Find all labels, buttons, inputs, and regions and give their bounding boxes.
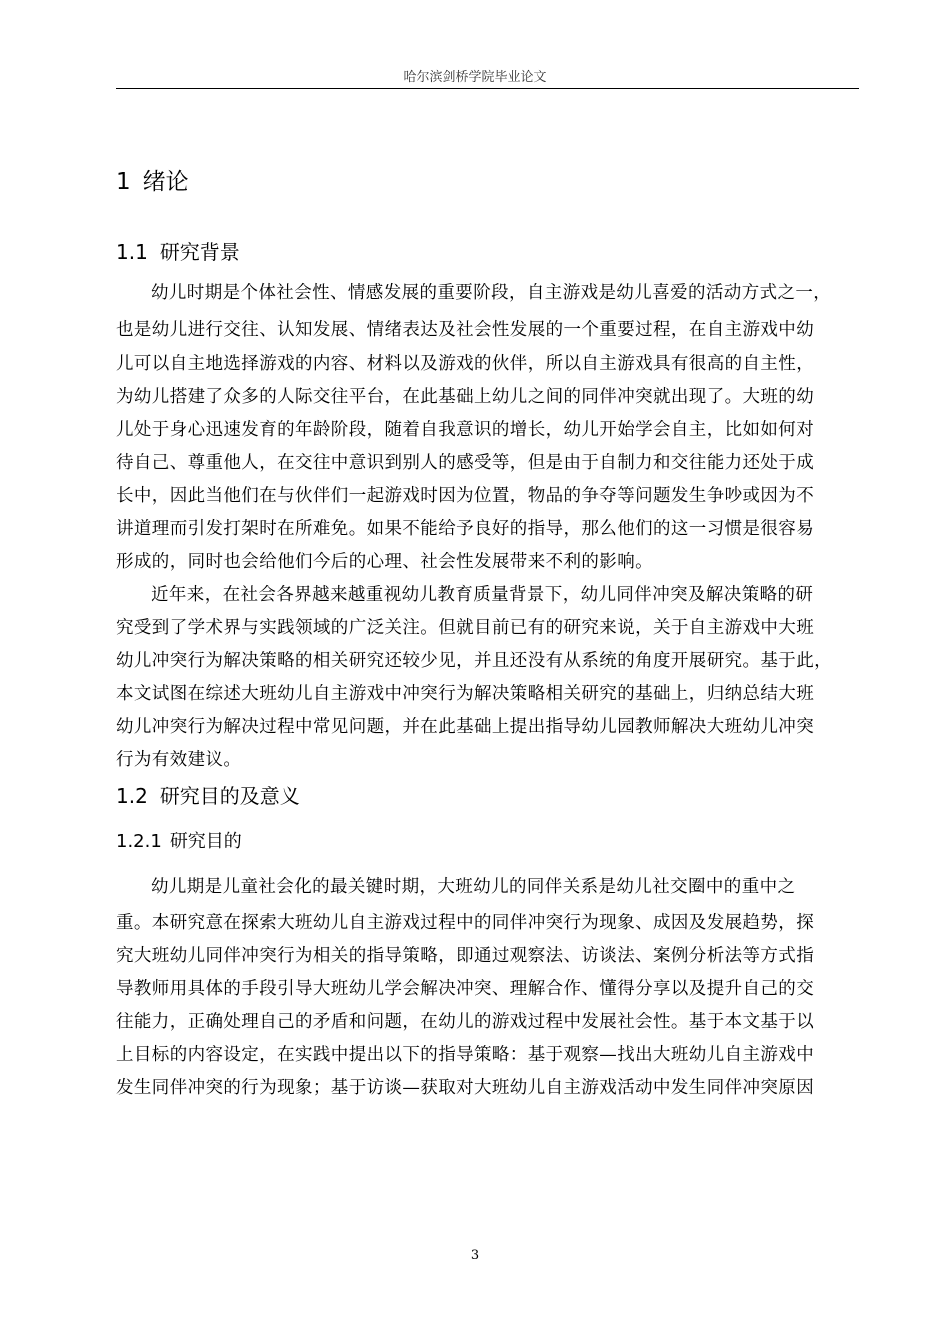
text-line: 导教师用具体的手段引导大班幼儿学会解决冲突、理解合作、懂得分享以及提升自己的交 [116, 979, 815, 999]
text-line: 本文试图在综述大班幼儿自主游戏中冲突行为解决策略相关研究的基础上，归纳总结大班 [116, 684, 815, 704]
header-divider [116, 88, 859, 89]
text-line: 形成的，同时也会给他们今后的心理、社会性发展带来不利的影响。 [116, 552, 653, 572]
text-line: 待自己、尊重他人，在交往中意识到别人的感受等，但是由于自制力和交往能力还处于成 [116, 453, 815, 473]
text-line: 上目标的内容设定，在实践中提出以下的指导策略：基于观察—找出大班幼儿自主游戏中 [116, 1045, 815, 1065]
section-title: 研究背景 [159, 240, 240, 264]
text-line: 幼儿冲突行为解决策略的相关研究还较少见，并且还没有从系统的角度开展研究。基于此， [116, 651, 832, 671]
section-heading-1-1 [116, 236, 240, 265]
section-number: 1.2 [116, 784, 148, 808]
text-line: 幼儿时期是个体社会性、情感发展的重要阶段，自主游戏是幼儿喜爱的活动方式之一， [151, 283, 832, 303]
text-line: 长中，因此当他们在与伙伴们一起游戏时因为位置，物品的争夺等问题发生争吵或因为不 [116, 486, 815, 506]
text-line: 重。本研究意在探索大班幼儿自主游戏过程中的同伴冲突行为现象、成因及发展趋势，探 [116, 913, 815, 933]
text-line: 究受到了学术界与实践领域的广泛关注。但就目前已有的研究来说，关于自主游戏中大班 [116, 618, 815, 638]
section-heading-1-2 [116, 780, 300, 809]
text-line: 发生同伴冲突的行为现象；基于访谈—获取对大班幼儿自主游戏活动中发生同伴冲突原因 [116, 1078, 815, 1098]
text-line: 往能力，正确处理自己的矛盾和问题，在幼儿的游戏过程中发展社会性。基于本文基于以 [116, 1012, 815, 1032]
text-line: 为幼儿搭建了众多的人际交往平台，在此基础上幼儿之间的同伴冲突就出现了。大班的幼 [116, 387, 815, 407]
subsection-title: 研究目的 [169, 831, 242, 852]
chapter-number: 1 [116, 169, 131, 195]
subsection-heading-1-2-1 [116, 827, 242, 853]
text-line: 近年来，在社会各界越来越重视幼儿教育质量背景下，幼儿同伴冲突及解决策略的研 [151, 585, 814, 605]
chapter-heading [116, 163, 189, 196]
section-number: 1.1 [116, 240, 148, 264]
text-line: 究大班幼儿同伴冲突行为相关的指导策略，即通过观察法、访谈法、案例分析法等方式指 [116, 946, 815, 966]
text-line: 幼儿冲突行为解决过程中常见问题，并在此基础上提出指导幼儿园教师解决大班幼儿冲突 [116, 717, 815, 737]
section-title: 研究目的及意义 [159, 784, 300, 808]
text-line: 讲道理而引发打架时在所难免。如果不能给予良好的指导，那么他们的这一习惯是很容易 [116, 519, 815, 539]
chapter-title: 绪论 [142, 169, 189, 195]
text-line: 儿处于身心迅速发育的年龄阶段，随着自我意识的增长，幼儿开始学会自主，比如如何对 [116, 420, 815, 440]
subsection-number: 1.2.1 [116, 831, 162, 852]
text-line: 也是幼儿进行交往、认知发展、情绪表达及社会性发展的一个重要过程，在自主游戏中幼 [116, 320, 815, 340]
running-header: 哈尔滨剑桥学院毕业论文 [403, 70, 547, 85]
page-number: 3 [470, 1248, 480, 1263]
text-line: 幼儿期是儿童社会化的最关键时期，大班幼儿的同伴关系是幼儿社交圈中的重中之 [151, 877, 796, 897]
text-line: 行为有效建议。 [116, 750, 242, 770]
text-line: 儿可以自主地选择游戏的内容、材料以及游戏的伙伴，所以自主游戏具有很高的自主性， [116, 354, 815, 374]
